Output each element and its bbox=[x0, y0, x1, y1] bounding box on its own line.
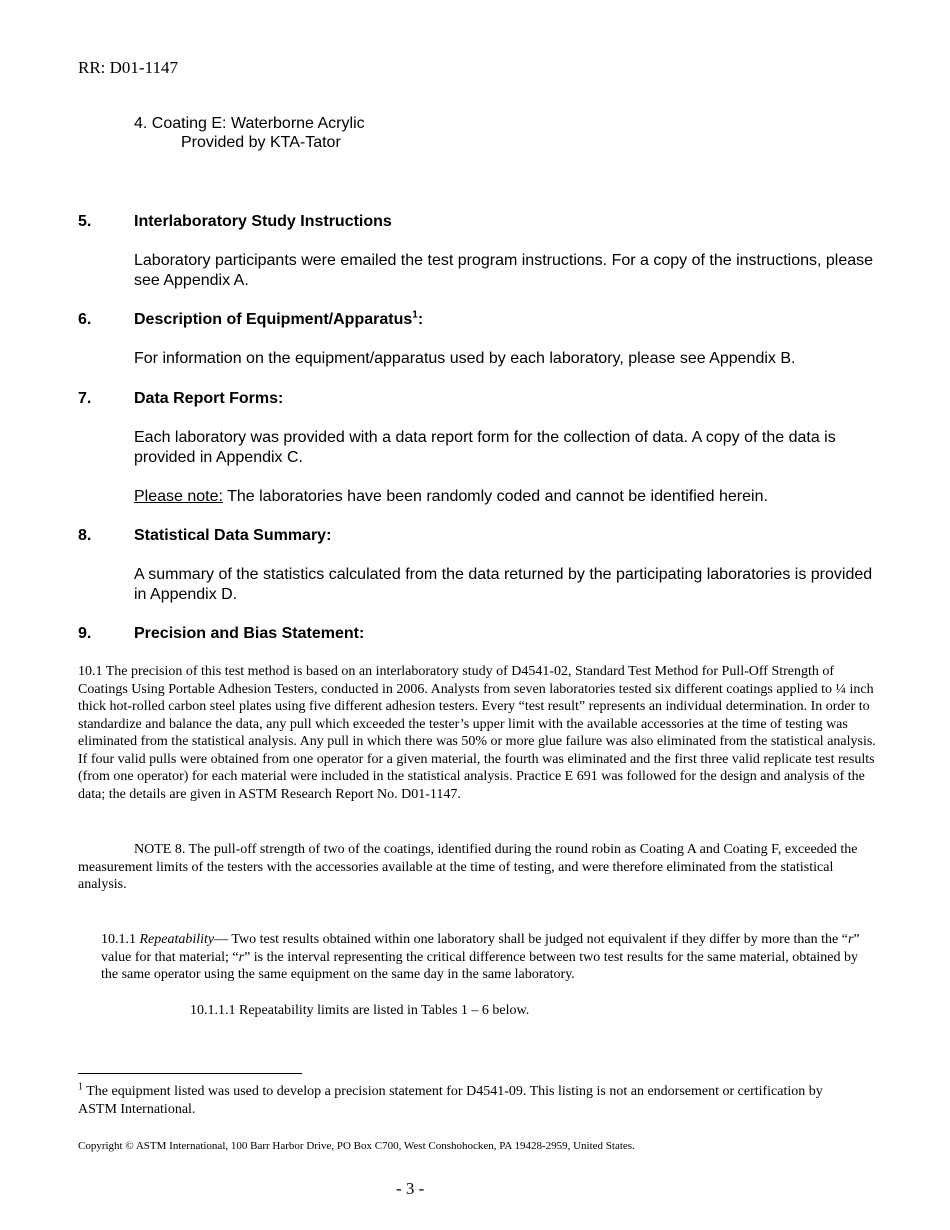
section-body: Laboratory participants were emailed the test program instructions. For a copy of the instructions, please see Appendix A. bbox=[134, 252, 874, 289]
section-number: 6. bbox=[78, 311, 92, 328]
note-8: NOTE 8. The pull-off strength of two of the coatings, identified during the round robin as Coating A and Coating F, exceeded the measurement limits of the testers with the accessories available at the time of testing, and were therefore eliminated from the statistical analysis. bbox=[78, 842, 858, 892]
paragraph-10-1: 10.1 The precision of this test method is based on an interlaboratory study of D4541-02, Standard Test Method for Pull-Off Strength of Coatings Using Portable Adhesion Testers, conducted in 2006. Analysts from seven laboratories tested six different coatings applied to ¼ inch thick hot-rolled carbon steel plates using five different adhesion testers. Every “test result” represents an individual determination. In order to standardize and balance the data, any pull which exceeded the tester’s upper limit with the available accessories at the time of testing was eliminated from the statistical analysis. Any pull in which there was 50% or more glue failure was also eliminated from the statistical analysis. If four valid pulls were obtained from one operator for a given material, the fourth was eliminated and the first three valid replicate test results (from one operator) for each material were included in the statistical analysis. Practice E 691 was followed for the design and analysis of the data; the details are given in ASTM Research Report No. D01-1147. bbox=[78, 664, 876, 802]
section-body: Each laboratory was provided with a data report form for the collection of data. A copy of the data is provided in Appendix C. bbox=[134, 429, 836, 466]
page-number: - 3 - bbox=[396, 1179, 425, 1198]
footnote-divider bbox=[78, 1073, 302, 1074]
section-title-wrap bbox=[134, 310, 423, 330]
section-number: 7. bbox=[78, 390, 92, 407]
section-title: Description of Equipment/Apparatus bbox=[134, 311, 413, 328]
section-title: Precision and Bias Statement: bbox=[134, 625, 365, 642]
paragraph-10-1-1 bbox=[101, 931, 876, 984]
r-symbol: r bbox=[238, 949, 245, 965]
section-number: 9. bbox=[78, 625, 92, 642]
rep-term: Repeatability bbox=[139, 932, 215, 947]
coating-item-provider: Provided by KTA-Tator bbox=[181, 134, 341, 151]
rep-b: ” value for that material; “ bbox=[101, 932, 860, 965]
footnote-mark: 1 bbox=[78, 1081, 83, 1093]
note-text: The laboratories have been randomly coded and cannot be identified herein. bbox=[222, 488, 768, 505]
note-label: Please note: bbox=[134, 488, 223, 505]
section-title: Data Report Forms: bbox=[134, 390, 284, 407]
paragraph-10-1-1-1: 10.1.1.1 Repeatability limits are listed in Tables 1 – 6 below. bbox=[190, 1003, 530, 1018]
footnote bbox=[78, 1083, 838, 1118]
coating-item-label: 4. Coating E: Waterborne Acrylic bbox=[134, 115, 365, 132]
report-id: RR: D01-1147 bbox=[78, 58, 178, 77]
section-number: 8. bbox=[78, 527, 92, 544]
footnote-text: The equipment listed was used to develop a precision statement for D4541-09. This listing is not an endorsement or certification by ASTM International. bbox=[78, 1084, 823, 1117]
section-note bbox=[134, 487, 879, 507]
rep-c: ” is the interval representing the critical difference between two test results for the same material, obtained by the same operator using the same equipment on the same day in the same laboratory. bbox=[101, 949, 859, 982]
rep-a: — Two test results obtained within one laboratory shall be judged not equivalent if they differ by more than the “ bbox=[214, 932, 848, 947]
r-symbol: r bbox=[847, 932, 854, 947]
rep-num: 10.1.1 bbox=[101, 932, 140, 947]
section-body: A summary of the statistics calculated from the data returned by the participating laboratories is provided in Appendix D. bbox=[134, 566, 873, 603]
section-number: 5. bbox=[78, 213, 92, 230]
title-suffix: : bbox=[417, 311, 424, 328]
section-title: Interlaboratory Study Instructions bbox=[134, 213, 392, 230]
section-title: Statistical Data Summary: bbox=[134, 527, 332, 544]
footnote-ref: 1 bbox=[412, 309, 418, 321]
copyright: Copyright © ASTM International, 100 Barr Harbor Drive, PO Box C700, West Conshohocken, PA 19428-2959, United States. bbox=[78, 1140, 635, 1152]
section-body: For information on the equipment/apparatus used by each laboratory, please see Appendix B. bbox=[134, 350, 796, 367]
